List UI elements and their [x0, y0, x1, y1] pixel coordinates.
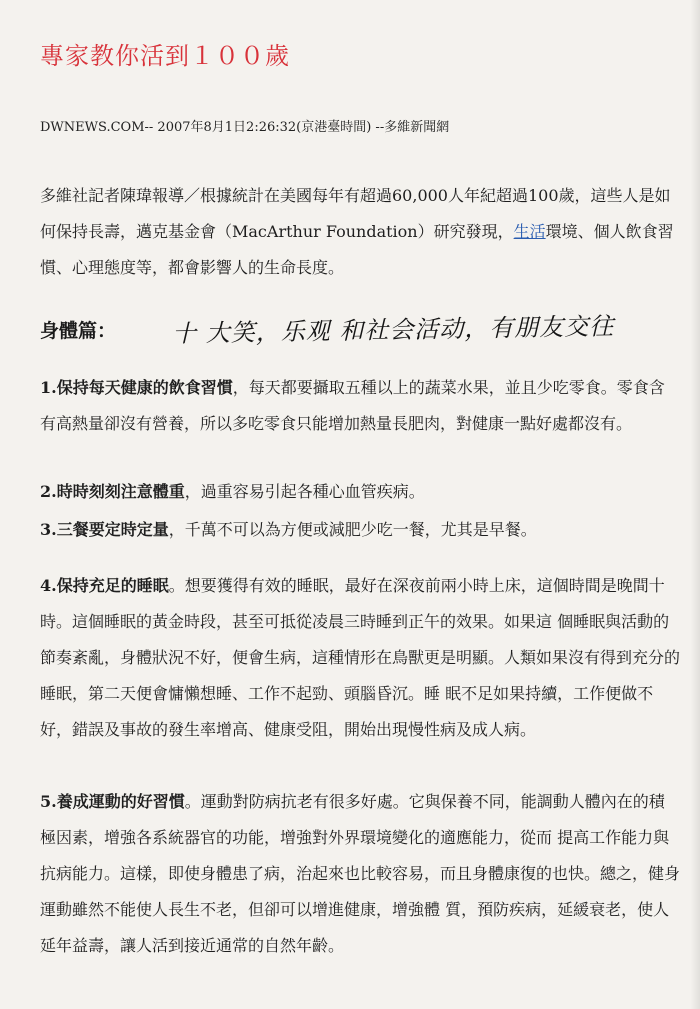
item-5-heading: 5.養成運動的好習慣	[40, 792, 185, 811]
paper-edge-shadow	[690, 0, 700, 1009]
item-3-body: ，千萬不可以為方便或減肥少吃一餐，尤其是早餐。	[168, 520, 537, 539]
intro-paragraph	[40, 178, 680, 286]
item-1-paragraph	[40, 370, 680, 442]
item-3-heading: 3.三餐要定時定量	[40, 520, 169, 539]
intro-text-end: 環境、個人飲食習慣、心理態度等，都會影響人的生命長度。	[40, 222, 674, 277]
item-5-paragraph	[40, 784, 680, 964]
item-4-body: 。想要獲得有效的睡眠，最好在深夜前兩小時上床，這個時間是晚間十時。這個睡眠的黃金時段，甚至可抵從凌晨三時睡到正午的效果。如果這 個睡眠與活動的節奏紊亂，身體狀況不好，便會生病，這種情形在鳥獸更是明顯。人類如果沒有得到充分的睡眠，第二天便會慵懶想睡、工作不起勁、頭腦昏沉。睡 眠不足如果持續，工作便做不好，錯誤及事故的發生率增高、健康受阻，開始出現慢性病及成人病。	[40, 576, 681, 739]
life-link[interactable]: 生活	[513, 222, 546, 241]
item-1-body: ，每天都要攝取五種以上的蔬菜水果，並且少吃零食。零食含有高熱量卻沒有營養，所以多吃零食只能增加熱量長肥肉，對健康一點好處都沒有。	[40, 378, 665, 433]
section-heading-body: 身體篇：	[40, 320, 117, 342]
item-1-heading: 1.保持每天健康的飲食習慣	[40, 378, 233, 397]
item-3-paragraph	[40, 512, 680, 548]
item-4-heading: 4.保持充足的睡眠	[40, 576, 169, 595]
handwritten-note: 十 大笑，乐观 和社会活动，有朋友交往	[171, 312, 615, 348]
item-2-body: ，過重容易引起各種心血管疾病。	[184, 482, 425, 501]
item-2-paragraph	[40, 474, 680, 510]
intro-text-start: 多維社記者陳瑋報導／根據統計在美國每年有超過60,000人年紀超過100歲，這些人是如何保持長壽，邁克基金會（MacArthur Foundation）研究發現，	[40, 186, 671, 241]
item-2-heading: 2.時時刻刻注意體重	[40, 482, 185, 501]
article-title: 專家教你活到１００歲	[40, 42, 290, 70]
article-source-line: DWNEWS.COM-- 2007年8月1日2:26:32(京港臺時間) --多維新聞網	[40, 120, 450, 135]
item-4-paragraph	[40, 568, 680, 748]
item-5-body: 。運動對防病抗老有很多好處。它與保養不同，能調動人體內在的積極因素，增強各系統器官的功能，增強對外界環境變化的適應能力，從而 提高工作能力與抗病能力。這樣，即使身體患了病，治起來也比較容易，而且身體康復的也快。總之，健身運動雖然不能使人長生不老，但卻可以增進健康，增強體 質，預防疾病，延緩衰老，使人延年益壽，讓人活到接近通常的自然年齡。	[40, 792, 681, 955]
